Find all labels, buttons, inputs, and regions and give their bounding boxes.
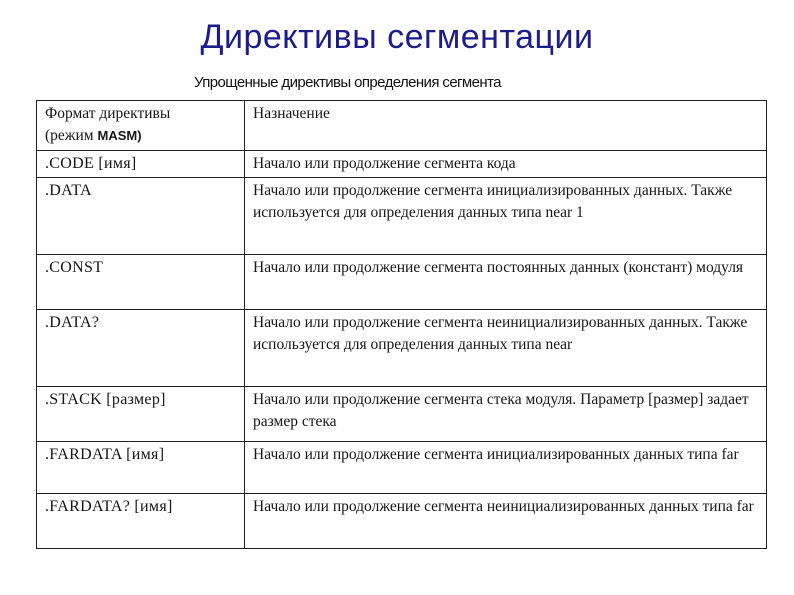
header-format-label: Формат директивы — [45, 105, 171, 122]
directive-cell: .FARDATA [имя] — [37, 442, 245, 494]
slide-title: Директивы сегментации — [200, 18, 594, 56]
purpose-cell: Начало или продолжение сегмента стека модуля. Параметр [размер] задает размер стека — [245, 387, 767, 442]
table-row — [37, 442, 767, 494]
header-format-cell — [37, 101, 245, 151]
directive-cell: .CODE [имя] — [37, 151, 245, 178]
directive-cell: .STACK [размер] — [37, 387, 245, 442]
table-caption: Упрощенные директивы определения сегмента — [194, 74, 501, 91]
header-purpose-cell — [245, 101, 767, 151]
table-row — [37, 310, 767, 387]
table-row — [37, 387, 767, 442]
directive-cell: .DATA? — [37, 310, 245, 387]
directive-cell: .CONST — [37, 255, 245, 310]
purpose-cell: Начало или продолжение сегмента постоянных данных (констант) модуля — [245, 255, 767, 310]
table-row — [37, 255, 767, 310]
purpose-cell: Начало или продолжение сегмента неинициализированных данных. Также используется для определения данных типа near — [245, 310, 767, 387]
directives-table-container — [36, 100, 766, 544]
table-row — [37, 178, 767, 255]
purpose-cell: Начало или продолжение сегмента инициализированных данных типа far — [245, 442, 767, 494]
table-header-row — [37, 101, 767, 151]
directive-cell: .DATA — [37, 178, 245, 255]
table-row — [37, 494, 767, 549]
table-row — [37, 151, 767, 178]
header-mode-label — [45, 125, 236, 147]
header-masm-label: MASM) — [97, 128, 142, 143]
header-mode-prefix: (режим — [45, 127, 94, 144]
purpose-cell: Начало или продолжение сегмента инициализированных данных. Также используется для определения данных типа near 1 — [245, 178, 767, 255]
header-purpose-label: Назначение — [253, 105, 330, 122]
purpose-cell: Начало или продолжение сегмента неинициализированных данных типа far — [245, 494, 767, 549]
directive-cell: .FARDATA? [имя] — [37, 494, 245, 549]
purpose-cell: Начало или продолжение сегмента кода — [245, 151, 767, 178]
directives-table — [36, 100, 767, 549]
